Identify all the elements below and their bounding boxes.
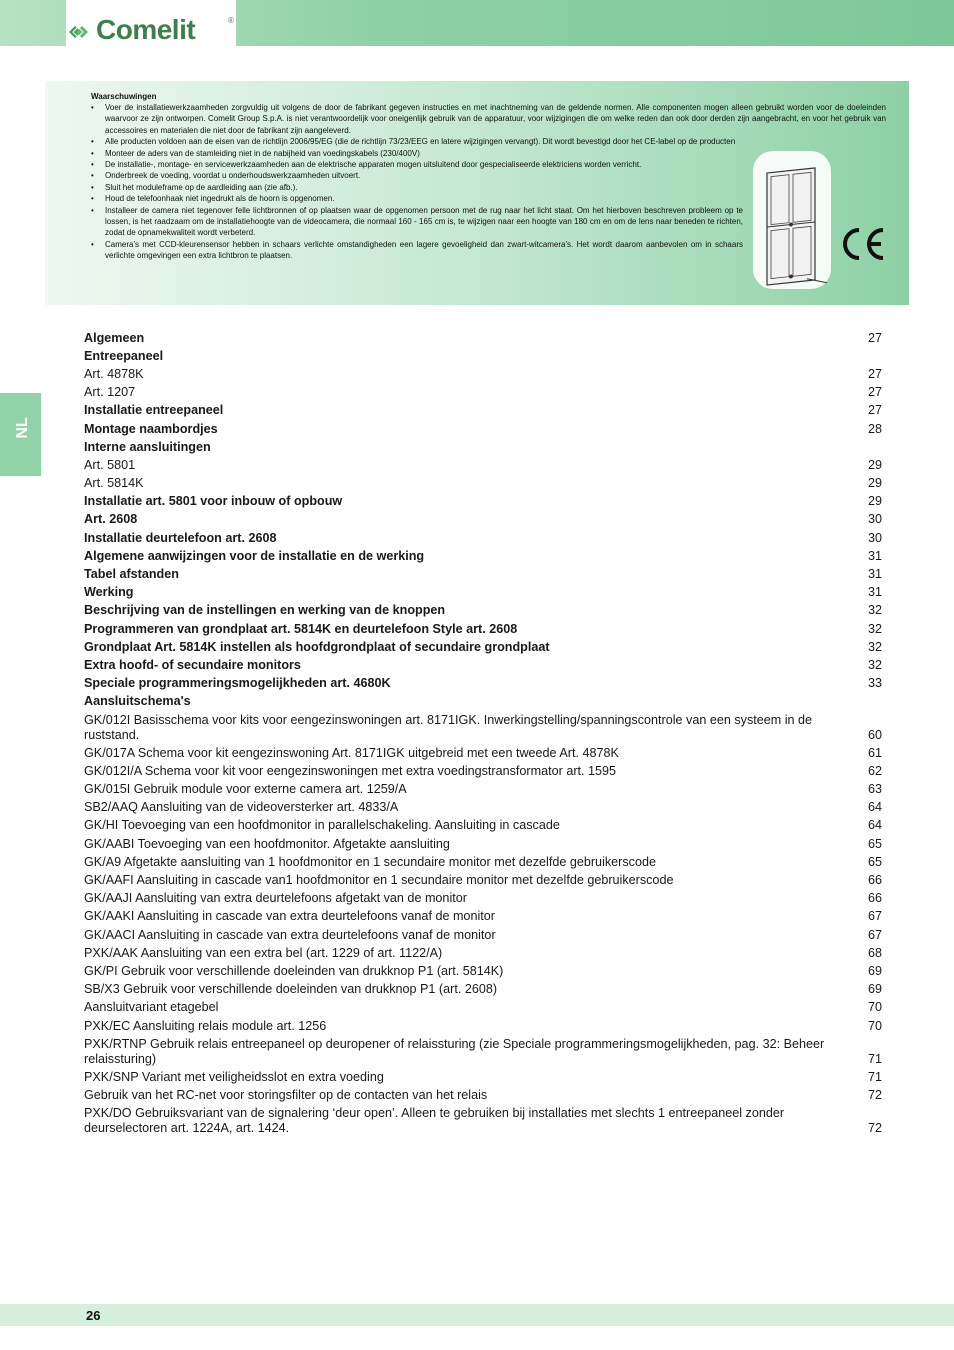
toc-entry [84, 456, 882, 474]
toc-entry-title: PXK/DO Gebruiksvariant van de signalering ‘deur open’. Alleen te gebruiken bij installaties met slechts 1 entreepaneel zonder deurselectoren art. 1224A, art. 1424. [84, 1106, 785, 1136]
toc-entry-page: 62 [867, 763, 882, 778]
toc-entry-page: 69 [867, 982, 882, 997]
toc-entry [84, 1035, 882, 1068]
toc-entry-page: 31 [867, 585, 882, 600]
comelit-logo-icon [69, 22, 93, 42]
toc-entry-page: 30 [867, 530, 882, 545]
toc-entry [84, 638, 882, 656]
warning-item: • Onderbreek de voeding, voordat u onderhoudswerkzaamheden uitvoert. [91, 170, 886, 181]
toc-entry-title: GK/015I Gebruik module voor externe camera art. 1259/A [84, 782, 407, 797]
toc-entry [84, 365, 882, 383]
toc-entry [84, 347, 882, 365]
toc-entry-title: Montage naambordjes [84, 421, 218, 436]
toc-entry-page: 66 [867, 873, 882, 888]
language-tab [0, 393, 41, 476]
registered-mark: ® [228, 16, 234, 25]
toc-entry-page: 33 [867, 676, 882, 691]
toc-entry [84, 744, 882, 762]
toc-entry [84, 981, 882, 999]
toc-entry-page: 69 [867, 963, 882, 978]
toc-entry [84, 799, 882, 817]
toc-entry [84, 420, 882, 438]
warning-item: • Installeer de camera niet tegenover felle lichtbronnen of op plaatsen waar de opgenomen persoon met de rug naar het licht staat. Om het hierboven beschreven probleem op te lossen, is het raadzaam om de installatiehoogte van de videocamera, die normaal 160 - 165 cm is, te wijzigen naar een hoogte van 180 cm en om de lens naar beneden te richten, zodat de opnamekwaliteit wordt verbeterd. [91, 205, 743, 239]
toc-entry-title: GK/012I/A Schema voor kit voor eengezinswoningen met extra voedingstransformator art. 1595 [84, 763, 617, 778]
toc-entry-page: 30 [867, 512, 882, 527]
toc-entry-page: 27 [867, 385, 882, 400]
toc-entry-page: 61 [867, 745, 882, 760]
toc-entry-page: 64 [867, 818, 882, 833]
toc-entry [84, 890, 882, 908]
toc-entry-title: GK/AACI Aansluiting in cascade van extra deurtelefoons vanaf de monitor [84, 927, 496, 942]
toc-entry-page: 29 [867, 476, 882, 491]
toc-entry [84, 762, 882, 780]
toc-entry-title: Art. 1207 [84, 385, 136, 400]
ce-mark-icon [837, 224, 889, 264]
header-bar [0, 0, 954, 46]
warning-item: • Alle producten voldoen aan de eisen van de richtlijn 2006/95/EG (die de richtlijn 73/23/EEG en latere wijzigingen vervangt). Dit wordt bevestigd door het CE-label op de producten [91, 136, 886, 147]
table-of-contents [84, 329, 882, 1138]
toc-entry [84, 781, 882, 799]
toc-entry-title: PXK/RTNP Gebruik relais entreepaneel op deuropener of relaissturing (zie Speciale programmeringsmogelijkheden, pag. 32: Beheer relaissturing) [84, 1036, 825, 1066]
toc-entry-title: PXK/AAK Aansluiting van een extra bel (art. 1229 of art. 1122/A) [84, 945, 443, 960]
toc-entry [84, 853, 882, 871]
toc-entry-title: GK/HI Toevoeging van een hoofdmonitor in parallelschakeling. Aansluiting in cascade [84, 818, 560, 833]
toc-entry [84, 511, 882, 529]
toc-entry-title: Programmeren van grondplaat art. 5814K en deurtelefoon Style art. 2608 [84, 621, 518, 636]
language-tab-label: NL [14, 417, 31, 439]
toc-entry-title: Beschrijving van de instellingen en werking van de knoppen [84, 603, 446, 618]
toc-entry-title: Interne aansluitingen [84, 439, 211, 454]
warnings-panel [45, 81, 909, 305]
toc-entry [84, 908, 882, 926]
toc-entry-page: 27 [867, 366, 882, 381]
toc-entry [84, 384, 882, 402]
warning-item: • Voer de installatiewerkzaamheden zorgvuldig uit volgens de door de fabrikant gegeven instructies en met inachtneming van de geldende normen. Alle componenten mogen alleen gebruikt worden voor de doeleinden waarvoor ze zijn ontworpen. Comelit Group S.p.A. is niet verantwoordelijk voor oneigenlijk gebruik van de apparatuur, voor wijzigingen die om welke reden dan ook door derden zijn aangebracht, en voor het gebruik van accessoires en materialen die niet door de fabrikant zijn aangeleverd. [91, 102, 886, 136]
toc-entry-page: 29 [867, 494, 882, 509]
toc-entry-page: 32 [867, 657, 882, 672]
toc-entry-page: 64 [867, 800, 882, 815]
toc-entry-title: PXK/SNP Variant met veiligheidsslot en extra voeding [84, 1069, 384, 1084]
toc-entry [84, 1105, 882, 1138]
toc-entry [84, 620, 882, 638]
toc-entry-title: GK/A9 Afgetakte aansluiting van 1 hoofdmonitor en 1 secundaire monitor met dezelfde gebruikerscode [84, 854, 656, 869]
toc-entry-title: Algemeen [84, 330, 145, 345]
toc-entry-title: Aansluitschema's [84, 694, 191, 709]
toc-entry [84, 944, 882, 962]
toc-entry [84, 602, 882, 620]
toc-entry-page: 66 [867, 891, 882, 906]
toc-entry-page: 71 [867, 1069, 882, 1084]
module-frame-illustration [753, 151, 831, 289]
toc-entry [84, 329, 882, 347]
warning-item: • Monteer de aders van de stamleiding niet in de nabijheid van voedingskabels (230/400V) [91, 148, 886, 159]
page-number: 26 [86, 1308, 101, 1323]
toc-entry-title: Installatie deurtelefoon art. 2608 [84, 530, 277, 545]
toc-entry [84, 817, 882, 835]
toc-entry-title: Entreepaneel [84, 348, 164, 363]
toc-entry-title: Extra hoofd- of secundaire monitors [84, 657, 301, 672]
toc-entry-title: Speciale programmeringsmogelijkheden art. 4680K [84, 676, 391, 691]
toc-entry-title: GK/017A Schema voor kit eengezinswoning Art. 8171IGK uitgebreid met een tweede Art. 4878K [84, 745, 619, 760]
toc-entry-page: 32 [867, 621, 882, 636]
toc-entry-title: Installatie entreepaneel [84, 403, 224, 418]
toc-entry-title: Grondplaat Art. 5814K instellen als hoofdgrondplaat of secundaire grondplaat [84, 639, 550, 654]
toc-entry [84, 656, 882, 674]
toc-entry [84, 675, 882, 693]
toc-entry [84, 438, 882, 456]
warning-item: • Houd de telefoonhaak niet ingedrukt als de hoorn is opgenomen. [91, 193, 743, 204]
toc-entry-page: 65 [867, 836, 882, 851]
toc-entry-page: 70 [867, 1000, 882, 1015]
toc-entry-page: 31 [867, 548, 882, 563]
toc-entry [84, 962, 882, 980]
toc-entry [84, 475, 882, 493]
warning-item: • Sluit het moduleframe op de aardleiding aan (zie afb.). [91, 182, 886, 193]
toc-entry-page: 67 [867, 927, 882, 942]
toc-entry-title: GK/AAJI Aansluiting van extra deurtelefoons afgetakt van de monitor [84, 891, 467, 906]
logo [66, 0, 236, 46]
toc-entry [84, 565, 882, 583]
toc-entry-title: Aansluitvariant etagebel [84, 1000, 219, 1015]
toc-entry-page: 31 [867, 567, 882, 582]
toc-entry-title: Tabel afstanden [84, 567, 179, 582]
toc-entry-title: GK/PI Gebruik voor verschillende doeleinden van drukknop P1 (art. 5814K) [84, 963, 504, 978]
toc-entry-page: 63 [867, 782, 882, 797]
toc-entry-page: 71 [867, 1051, 882, 1066]
toc-entry-page: 68 [867, 945, 882, 960]
toc-entry-title: Art. 5814K [84, 476, 144, 491]
toc-entry-title: Art. 5801 [84, 457, 136, 472]
toc-entry [84, 835, 882, 853]
toc-entry [84, 711, 882, 744]
toc-entry [84, 999, 882, 1017]
toc-entry-page: 65 [867, 854, 882, 869]
toc-entry-title: Gebruik van het RC-net voor storingsfilter op de contacten van het relais [84, 1088, 488, 1103]
toc-entry-page: 72 [867, 1121, 882, 1136]
toc-entry [84, 693, 882, 711]
toc-entry [84, 584, 882, 602]
toc-entry-title: GK/AAFI Aansluiting in cascade van1 hoofdmonitor en 1 secundaire monitor met dezelfde gebruikerscode [84, 873, 674, 888]
toc-entry-title: Art. 4878K [84, 366, 144, 381]
toc-entry-page: 67 [867, 909, 882, 924]
warning-item: • De installatie-, montage- en servicewerkzaamheden aan de elektrische apparaten mogen uitsluitend door gespecialiseerde elektriciens worden verricht. [91, 159, 886, 170]
toc-entry-page: 70 [867, 1018, 882, 1033]
toc-entry-title: Art. 2608 [84, 512, 138, 527]
toc-entry [84, 871, 882, 889]
toc-entry-title: PXK/EC Aansluiting relais module art. 1256 [84, 1018, 327, 1033]
toc-entry-page: 60 [867, 727, 882, 742]
toc-entry-page: 32 [867, 639, 882, 654]
toc-entry-title: SB/X3 Gebruik voor verschillende doeleinden van drukknop P1 (art. 2608) [84, 982, 498, 997]
warnings-title: Waarschuwingen [91, 92, 157, 101]
toc-entry-title: SB2/AAQ Aansluiting van de videoversterker art. 4833/A [84, 800, 399, 815]
toc-entry [84, 1068, 882, 1086]
toc-entry-title: Algemene aanwijzingen voor de installatie en de werking [84, 548, 425, 563]
toc-entry-title: Werking [84, 585, 134, 600]
toc-entry [84, 402, 882, 420]
brand-name: Comelit [96, 14, 196, 45]
toc-entry [84, 547, 882, 565]
toc-entry-title: GK/AABI Toevoeging van een hoofdmonitor. Afgetakte aansluiting [84, 836, 450, 851]
toc-entry [84, 529, 882, 547]
toc-entry-page: 27 [867, 403, 882, 418]
toc-entry-title: GK/AAKI Aansluiting in cascade van extra deurtelefoons vanaf de monitor [84, 909, 495, 924]
toc-entry-page: 32 [867, 603, 882, 618]
toc-entry [84, 926, 882, 944]
toc-entry [84, 1017, 882, 1035]
toc-entry-page: 28 [867, 421, 882, 436]
toc-entry-page: 72 [867, 1088, 882, 1103]
toc-entry-page: 29 [867, 457, 882, 472]
warning-item: • Camera's met CCD-kleurensensor hebben in schaars verlichte omstandigheden een lagere gevoeligheid dan zwart-witcamera's. Het wordt daarom aanbevolen om in schaars verlichte omgevingen een extra lichtbron te plaatsen. [91, 239, 743, 262]
toc-entry-title: Installatie art. 5801 voor inbouw of opbouw [84, 494, 343, 509]
toc-entry [84, 493, 882, 511]
footer-bar [0, 1304, 954, 1326]
toc-entry [84, 1087, 882, 1105]
toc-entry-title: GK/012I Basisschema voor kits voor eengezinswoningen art. 8171IGK. Inwerkingstelling/spanningscontrole van een systeem in de ruststand. [84, 712, 813, 742]
toc-entry-page: 27 [867, 330, 882, 345]
